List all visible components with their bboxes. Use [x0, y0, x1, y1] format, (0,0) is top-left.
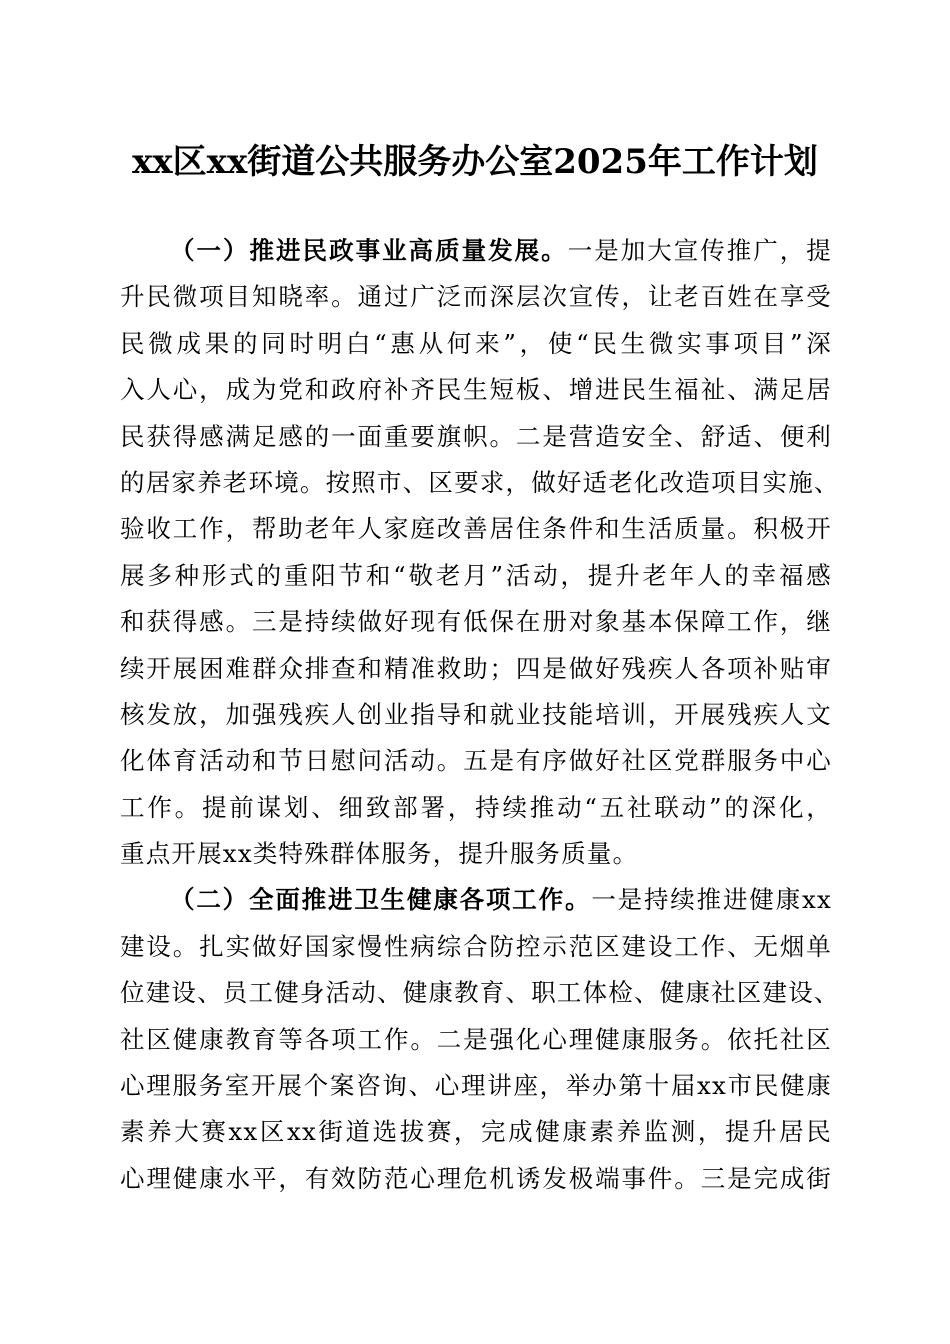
- paragraph-line: 验收工作，帮助老年人家庭改善居住条件和生活质量。积极开: [120, 514, 832, 544]
- paragraph-text: 一是持续推进健康xx: [591, 885, 832, 915]
- section-heading: （一）推进民政事业高质量发展。: [170, 236, 568, 265]
- paragraph-line: 入人心，成为党和政府补齐民生短板、增进民生福祉、满足居: [120, 375, 832, 405]
- section-heading: （二）全面推进卫生健康各项工作。: [170, 885, 592, 915]
- document-body: [120, 228, 840, 1202]
- paragraph-line: 核发放，加强残疾人创业指导和就业技能培训，开展残疾人文: [120, 699, 832, 729]
- paragraph-line: 民获得感满足感的一面重要旗帜。二是营造安全、舒适、便利: [120, 421, 832, 451]
- paragraph-line: 建设。扎实做好国家慢性病综合防控示范区建设工作、无烟单: [120, 931, 832, 961]
- paragraph-line: [120, 228, 832, 274]
- paragraph-line: [120, 877, 832, 923]
- paragraph-line: 的居家养老环境。按照市、区要求，做好适老化改造项目实施、: [120, 467, 840, 497]
- paragraph-line: 化体育活动和节日慰问活动。五是有序做好社区党群服务中心: [120, 746, 832, 776]
- paragraph-line: 心理服务室开展个案咨询、心理讲座，举办第十届xx市民健康: [120, 1071, 832, 1101]
- paragraph-line: 社区健康教育等各项工作。二是强化心理健康服务。依托社区: [120, 1024, 832, 1054]
- paragraph-line: 心理健康水平，有效防范心理危机诱发极端事件。三是完成街: [120, 1163, 832, 1193]
- paragraph-line: 工作。提前谋划、细致部署，持续推动“五社联动”的深化，: [120, 792, 832, 822]
- paragraph-line: 展多种形式的重阳节和“敬老月”活动，提升老年人的幸福感: [120, 560, 832, 590]
- paragraph-line: 重点开展xx类特殊群体服务，提升服务质量。: [120, 839, 639, 869]
- paragraph-line: 素养大赛xx区xx街道选拔赛，完成健康素养监测，提升居民: [120, 1117, 832, 1147]
- paragraph-line: 升民微项目知晓率。通过广泛而深层次宣传，让老百姓在享受: [120, 282, 832, 312]
- paragraph-text: 一是加大宣传推广，提: [567, 236, 832, 265]
- paragraph-line: 民微成果的同时明白“惠从何来”，使“民生微实事项目”深: [120, 328, 832, 358]
- paragraph-line: 和获得感。三是持续做好现有低保在册对象基本保障工作，继: [120, 607, 832, 637]
- paragraph-line: 续开展困难群众排查和精准救助；四是做好残疾人各项补贴审: [120, 653, 832, 683]
- document-title: xx区xx街道公共服务办公室2025年工作计划: [132, 142, 818, 182]
- paragraph-line: 位建设、员工健身活动、健康教育、职工体检、健康社区建设、: [120, 978, 840, 1008]
